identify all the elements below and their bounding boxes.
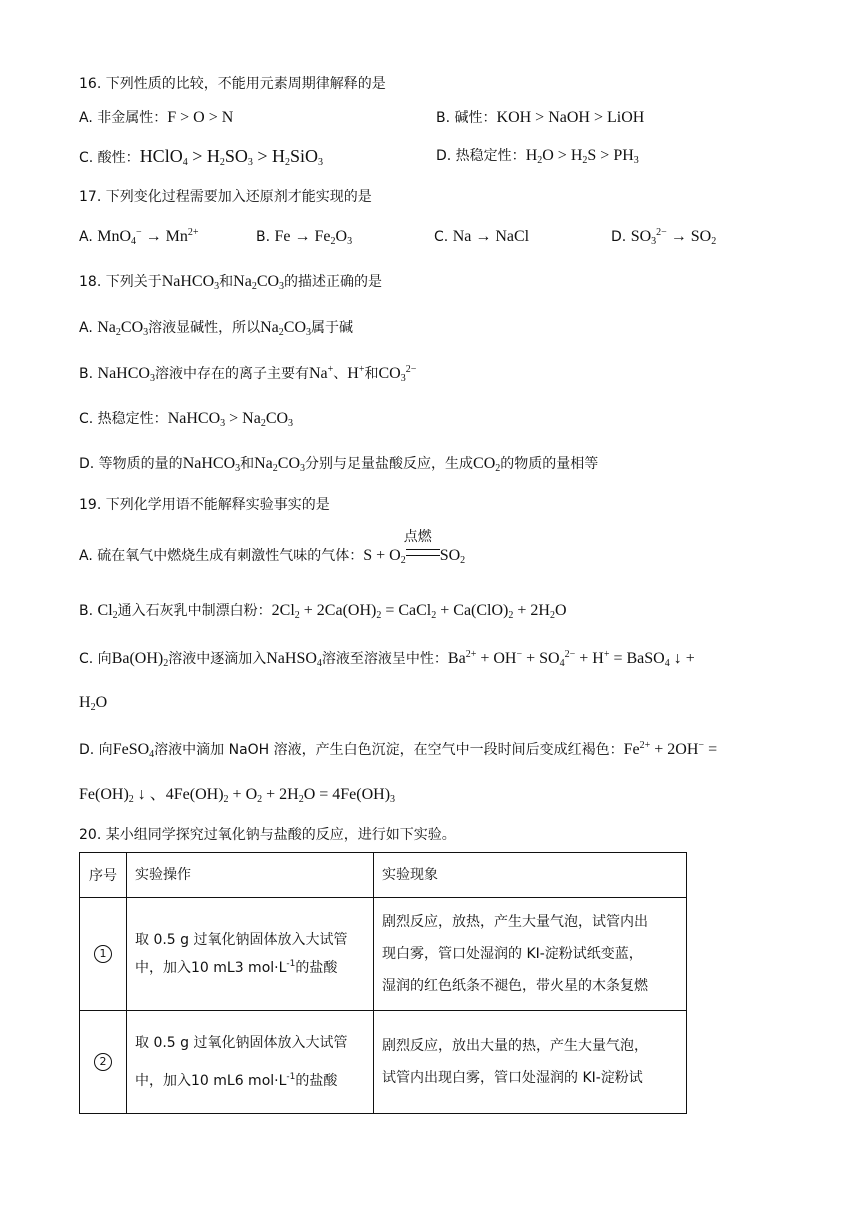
q20-stem: 20. 某小组同学探究过氧化钠与盐酸的反应，进行如下实验。 bbox=[79, 827, 456, 843]
q17-option-b: B. $Fe \to Fe_2O_3$ bbox=[256, 228, 353, 247]
experiment-table bbox=[79, 852, 687, 1114]
q16-option-a: A. 非金属性：F > O > N bbox=[79, 109, 234, 126]
header-operation: 实验操作 bbox=[127, 853, 374, 898]
q19-option-d-cont: $Fe(OH)_2$ ↓ 、$4Fe(OH)_2 + O_2 + 2H_2O = 4Fe(OH)_3$ bbox=[79, 786, 396, 805]
q16-option-c: C. 酸性：HClO$_4$ > $H_2SO_3 > H_2SiO_3$ bbox=[79, 146, 324, 168]
table-row bbox=[80, 1011, 687, 1114]
header-index: 序号 bbox=[80, 853, 127, 898]
q17-option-a: A. $MnO_4^- \to Mn^{2+}$ bbox=[79, 227, 199, 247]
condition-label: 点燃 bbox=[403, 529, 432, 545]
q18-option-a: A. $Na_2CO_3$溶液显碱性，所以$Na_2CO_3$属于碱 bbox=[79, 319, 354, 338]
q17-option-d: D. $SO_3^{2-} \to SO_2$ bbox=[611, 227, 717, 247]
row-operation: 取 0.5 g 过氧化钠固体放入大试管 中，加入10 mL6 $mol\cdot L^{-1}$的盐酸 bbox=[127, 1011, 374, 1114]
q16-stem: 16. 下列性质的比较，不能用元素周期律解释的是 bbox=[79, 76, 386, 92]
q16-option-d: D. 热稳定性：$H_2O > H_2S > PH_3$ bbox=[436, 147, 639, 166]
q19-option-b: B. $Cl_2$通入石灰乳中制漂白粉：$2Cl_2 + 2Ca(OH)_2$ = CaCl$_2$ + $Ca(ClO)_2 + 2H_2O$ bbox=[79, 602, 567, 621]
q18-option-b: B. NaHCO$_3$溶液中存在的离子主要有Na+、H+和$CO_3^{2-}$ bbox=[79, 364, 417, 384]
circled-number: 2 bbox=[94, 1053, 112, 1071]
q16-option-b: B. 碱性：KOH > NaOH > LiOH bbox=[436, 109, 645, 126]
q19-option-c-cont: $H_2O$ bbox=[79, 694, 108, 713]
row-phenomenon: 剧烈反应，放出大量的热，产生大量气泡， 试管内出现白雾，管口处湿润的 KI-淀粉试 bbox=[374, 1011, 687, 1114]
q18-stem: 18. 下列关于NaHCO$_3$和$Na_2CO_3$的描述正确的是 bbox=[79, 273, 383, 292]
row-phenomenon: 剧烈反应，放热，产生大量气泡，试管内出 现白雾，管口处湿润的 KI-淀粉试纸变蓝， 湿润的红色纸条不褪色，带火星的木条复燃 bbox=[374, 898, 687, 1011]
header-phenomenon: 实验现象 bbox=[374, 853, 687, 898]
circled-number: 1 bbox=[94, 945, 112, 963]
table-row bbox=[80, 898, 687, 1011]
table-header-row bbox=[80, 853, 687, 898]
q19-option-a: A. 硫在氧气中燃烧生成有刺激性气味的气体：$S + O_2$ 点燃 $SO_2$ bbox=[79, 529, 466, 566]
row-index bbox=[80, 1011, 127, 1114]
row-index bbox=[80, 898, 127, 1011]
q19-stem: 19. 下列化学用语不能解释实验事实的是 bbox=[79, 497, 330, 513]
q18-option-d: D. 等物质的量的NaHCO$_3$和$Na_2CO_3$分别与足量盐酸反应，生成$CO_2$的物质的量相等 bbox=[79, 455, 599, 474]
q18-option-c: C. 热稳定性：NaHCO$_3$ > $Na_2CO_3$ bbox=[79, 410, 294, 429]
q19-option-d: D. 向FeSO$_4$溶液中滴加 NaOH 溶液，产生白色沉淀，在空气中一段时间后变成红褐色：$Fe^{2+} + 2OH^-$ = bbox=[79, 740, 718, 760]
q17-option-c: C. Na → NaCl bbox=[434, 228, 530, 245]
row-operation: 取 0.5 g 过氧化钠固体放入大试管 中，加入10 mL3 $mol\cdot L^{-1}$的盐酸 bbox=[127, 898, 374, 1011]
q17-stem: 17. 下列变化过程需要加入还原剂才能实现的是 bbox=[79, 189, 372, 205]
q19-option-c: C. 向$Ba(OH)_2$溶液中逐滴加入NaHSO$_4$溶液至溶液呈中性：$Ba^{2+} + OH^- + SO_4^{2-} + H^+$ = BaSO$_4$ ↓ + bbox=[79, 649, 695, 669]
